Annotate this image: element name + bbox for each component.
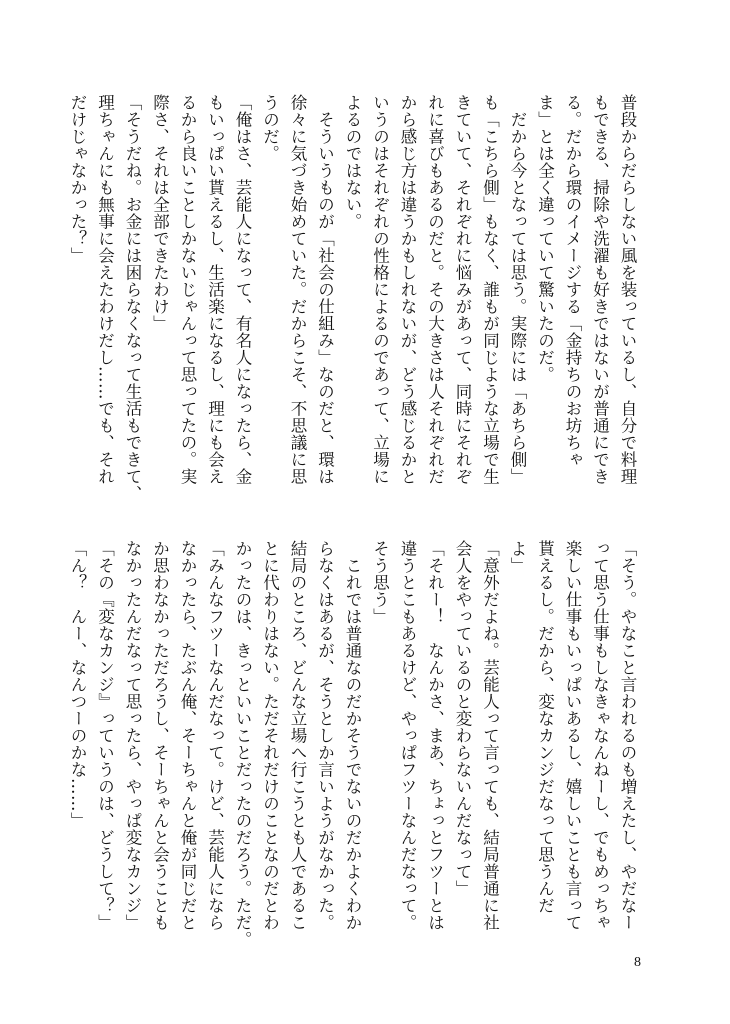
text-line: 貰えるし。だから、変なカンジだなって思うんだ	[535, 540, 555, 914]
text-line: 結局のところ、どんな立場へ行こうとも人であるこ	[288, 540, 307, 931]
text-line: そういうものが「社会の仕組み」なのだと、環は	[315, 94, 335, 485]
text-line: うのだ。	[260, 94, 280, 162]
text-line: る。だから環のイメージする「金持ちのお坊ちゃ	[563, 94, 582, 468]
page-number: 8	[634, 955, 641, 970]
text-line: から感じ方は違うかもしれないが、どう感じるかと	[398, 94, 417, 485]
text-line: いうのはそれぞれの性格によるのであって、立場に	[370, 94, 390, 485]
text-line: とに代わりはない。ただそれだけのことなのだとわ	[260, 540, 280, 931]
text-line: 際さ、それは全部できたわけ」	[150, 94, 170, 332]
text-line: 「意外だよね。芸能人って言っても、結局普通に社	[480, 540, 500, 931]
text-line: って思う仕事もしなきゃなんねーし、でもめっちゃ	[590, 540, 610, 931]
text-line: 会人をやっているのと変わらないんだなって」	[453, 540, 472, 897]
text-line: よるのではない。	[343, 94, 362, 230]
text-line: 「ん？ んー、なんつーのかな……」	[68, 540, 87, 829]
text-line: よ」	[508, 540, 527, 574]
text-block-top	[68, 94, 641, 502]
text-line: 楽しい仕事もいっぱいあるし、嬉しいことも言って	[563, 540, 582, 931]
text-line: きていて、それぞれに悩みがあって、同時にそれぞ	[453, 94, 472, 485]
text-line: るから良いことしかないじゃんって思ってたの。実	[178, 94, 197, 485]
text-line: 「みんなフツーなんだなって。けど、芸能人になら	[205, 540, 225, 931]
text-line: かったのは、きっといいことだったのだろう。ただ。	[233, 540, 252, 948]
text-line: 理ちゃんにも無事に会えたわけだし……でも、それ	[95, 94, 115, 485]
text-line: も「こちら側」もなく、誰もが同じような立場で生	[480, 94, 500, 485]
text-line: 「そう。やなこと言われるのも増えたし、やだなー	[618, 540, 637, 931]
text-line: 「そうだね。お金には困らなくなって生活もできて、	[123, 94, 142, 502]
text-line: だから今となっては思う。実際には「あちら側」	[508, 94, 527, 485]
text-line: これでは普通なのだかそうでないのだかよくわか	[343, 540, 362, 931]
text-line: なかったら、たぶん俺、そーちゃんと俺が同じだと	[178, 540, 197, 931]
text-line: 「その『変なカンジ』っていうのは、どうして？」	[95, 540, 115, 931]
text-line: 違うとこもあるけど、やっぱフツーなんだなって。	[398, 540, 417, 931]
text-line: なかったんだなって思ったら、やっぱ変なカンジ」	[123, 540, 142, 931]
text-line: 「それー！ なんかさ、まあ、ちょっとフツーとは	[425, 540, 445, 931]
text-line: もいっぱい貰えるし、生活楽になるし、理にも会え	[205, 94, 225, 485]
text-line: か思わなかっただろうし、そーちゃんと会うことも	[150, 540, 170, 931]
text-line: もできる、掃除や洗濯も好きではないが普通にでき	[590, 94, 610, 485]
text-line: だけじゃなかった？」	[68, 94, 87, 264]
text-line: れに喜びもあるのだと。その大きさは人それぞれだ	[425, 94, 445, 485]
text-line: らなくはあるが、そうとしか言いようがなかった。	[315, 540, 335, 931]
text-line: 普段からだらしない風を装っているし、自分で料理	[618, 94, 637, 485]
text-line: 「俺はさ、芸能人になって、有名人になったら、金	[233, 94, 252, 485]
text-line: ま」とは全く違っていて驚いたのだ。	[535, 94, 555, 383]
text-line: 徐々に気づき始めていた。だからこそ、不思議に思	[288, 94, 307, 485]
text-block-bottom	[68, 540, 641, 948]
text-line: そう思う」	[370, 540, 390, 625]
